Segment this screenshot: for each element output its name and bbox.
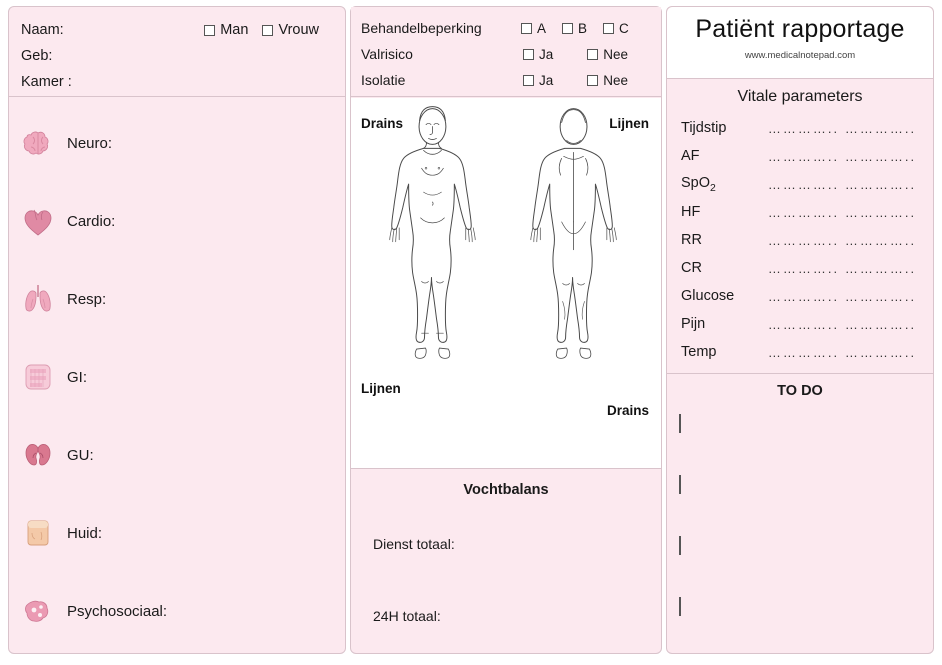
vital-row-cr[interactable] [667, 254, 933, 282]
vital-label-cr: CR [681, 260, 702, 276]
option-label-c: C [619, 20, 629, 36]
patient-name-row [21, 17, 333, 43]
middle-column [350, 6, 662, 654]
system-row-cardio[interactable] [9, 182, 345, 260]
vital-row-pijn[interactable] [667, 310, 933, 338]
fluid-balance-24h-total[interactable]: 24H totaal: [373, 608, 441, 624]
vital-row-temp[interactable] [667, 338, 933, 366]
vitals-title: Vitale parameters [737, 88, 863, 105]
vital-value-tijdstip-2[interactable]: ………….. [844, 120, 917, 136]
vital-value-temp-1[interactable]: ………….. [767, 344, 840, 360]
systems-list [9, 98, 345, 653]
option-label-valrisico-nee: Nee [603, 46, 629, 62]
option-behandelbeperking-c[interactable] [603, 21, 629, 36]
vital-value-af-2[interactable]: ………….. [844, 148, 917, 164]
lungs-icon [21, 279, 55, 319]
kidneys-icon [21, 435, 55, 475]
checkbox-isolatie-nee-icon[interactable] [587, 75, 598, 86]
checkbox-man-icon[interactable] [204, 25, 215, 36]
vital-label-spo2-sub: 2 [710, 182, 716, 194]
psychosocial-icon [21, 591, 55, 631]
vital-label-rr: RR [681, 232, 702, 248]
vital-row-tijdstip[interactable] [667, 114, 933, 142]
option-behandelbeperking-a[interactable] [521, 21, 546, 36]
fluid-balance-panel [351, 470, 661, 653]
system-row-huid[interactable] [9, 494, 345, 572]
vital-label-temp: Temp [681, 344, 717, 360]
vital-value-cr-2[interactable]: ………….. [844, 260, 917, 276]
vital-label-pijn: Pijn [681, 316, 706, 332]
todo-item-2[interactable] [667, 476, 933, 537]
checkbox-c-icon[interactable] [603, 23, 614, 34]
todo-item-3[interactable] [667, 537, 933, 598]
patient-room-label: Kamer : [21, 74, 72, 90]
brain-icon [21, 123, 55, 163]
right-column [666, 6, 934, 654]
option-behandelbeperking-b[interactable] [562, 21, 587, 36]
vital-value-pijn-2[interactable]: ………….. [844, 316, 917, 332]
checkbox-todo-4-icon[interactable] [679, 597, 681, 616]
body-tag-drains-bottom-right: Drains [606, 403, 649, 418]
system-label-cardio: Cardio: [67, 212, 116, 230]
system-label-huid: Huid: [67, 524, 103, 542]
vital-value-rr-2[interactable]: ………….. [844, 232, 917, 248]
body-diagram-panel[interactable] [351, 98, 661, 469]
vital-value-hf-1[interactable]: ………….. [767, 204, 840, 220]
restriction-label-isolatie: Isolatie [361, 72, 406, 88]
patient-room-row [21, 69, 333, 95]
checkbox-todo-2-icon[interactable] [679, 475, 681, 494]
option-isolatie-nee[interactable] [587, 73, 628, 88]
gender-option-man[interactable] [204, 22, 248, 38]
vital-value-pijn-1[interactable]: ………….. [767, 316, 840, 332]
vital-label-af: AF [681, 148, 700, 164]
vital-value-spo2-1[interactable]: ………….. [767, 176, 840, 192]
vital-row-af[interactable] [667, 142, 933, 170]
vital-label-spo2-text: SpO [681, 174, 711, 191]
system-row-gi[interactable] [9, 338, 345, 416]
patient-name-label: Naam: [21, 22, 64, 38]
vital-row-glucose[interactable] [667, 282, 933, 310]
vital-row-hf[interactable] [667, 198, 933, 226]
option-label-isolatie-nee: Nee [603, 72, 629, 88]
vital-value-tijdstip-1[interactable]: ………….. [767, 120, 840, 136]
vital-label-tijdstip: Tijdstip [681, 120, 727, 136]
system-label-gu: GU: [67, 446, 94, 464]
vital-row-spo2[interactable] [667, 170, 933, 198]
body-tag-lijnen-top-right: Lijnen [609, 116, 649, 131]
todo-item-4[interactable] [667, 598, 933, 659]
checkbox-b-icon[interactable] [562, 23, 573, 34]
restriction-row-valrisico [361, 41, 651, 67]
system-label-gi: GI: [67, 368, 88, 386]
patient-info-panel [9, 7, 345, 97]
todo-item-1[interactable] [667, 415, 933, 476]
vital-value-rr-1[interactable]: ………….. [767, 232, 840, 248]
intestine-icon [21, 357, 55, 397]
system-row-resp[interactable] [9, 260, 345, 338]
left-column [8, 6, 346, 654]
gender-option-vrouw[interactable] [262, 22, 319, 38]
vital-value-temp-2[interactable]: ………….. [844, 344, 917, 360]
checkbox-vrouw-icon[interactable] [262, 25, 273, 36]
vital-value-af-1[interactable]: ………….. [767, 148, 840, 164]
system-row-neuro[interactable] [9, 104, 345, 182]
system-label-psychosociaal: Psychosociaal: [67, 602, 168, 620]
todo-panel [667, 375, 933, 653]
body-tag-drains-top-left: Drains [361, 116, 404, 131]
gender-vrouw-label: Vrouw [278, 22, 319, 38]
fluid-balance-title: Vochtbalans [463, 482, 549, 498]
body-tag-lijnen-bottom-left: Lijnen [361, 381, 401, 396]
vital-label-hf: HF [681, 204, 701, 220]
vital-label-spo2 [681, 175, 765, 194]
vital-value-hf-2[interactable]: ………….. [844, 204, 917, 220]
patient-dob-row [21, 43, 333, 69]
checkbox-valrisico-nee-icon[interactable] [587, 49, 598, 60]
system-row-psychosociaal[interactable] [9, 572, 345, 650]
patient-dob-label: Geb: [21, 48, 53, 64]
report-header [667, 7, 933, 79]
fluid-balance-shift-total[interactable]: Dienst totaal: [373, 536, 455, 552]
human-body-outlines [351, 98, 661, 468]
restrictions-panel [351, 7, 661, 97]
option-label-b: B [578, 20, 588, 36]
option-label-a: A [537, 20, 547, 36]
option-valrisico-ja[interactable] [523, 47, 553, 62]
checkbox-isolatie-ja-icon[interactable] [523, 75, 534, 86]
checkbox-todo-3-icon[interactable] [679, 536, 681, 555]
page-subtitle: www.medicalnotepad.com [744, 50, 856, 61]
page-title: Patiënt rapportage [695, 15, 905, 43]
vital-value-glucose-1[interactable]: ………….. [767, 288, 840, 304]
checkbox-a-icon[interactable] [521, 23, 532, 34]
option-valrisico-nee[interactable] [587, 47, 628, 62]
restriction-label-behandelbeperking: Behandelbeperking [361, 20, 482, 36]
vital-value-cr-1[interactable]: ………….. [767, 260, 840, 276]
option-label-isolatie-ja: Ja [539, 72, 554, 88]
gender-man-label: Man [220, 22, 249, 38]
checkbox-todo-1-icon[interactable] [679, 414, 681, 433]
heart-icon [21, 201, 55, 241]
vitals-panel [667, 80, 933, 374]
skin-icon [21, 513, 55, 553]
checkbox-valrisico-ja-icon[interactable] [523, 49, 534, 60]
system-row-gu[interactable] [9, 416, 345, 494]
restriction-label-valrisico: Valrisico [361, 46, 413, 62]
vital-label-glucose: Glucose [681, 288, 735, 304]
vital-value-spo2-2[interactable]: ………….. [844, 176, 917, 192]
option-isolatie-ja[interactable] [523, 73, 553, 88]
system-label-resp: Resp: [67, 290, 107, 308]
vital-row-rr[interactable] [667, 226, 933, 254]
option-label-valrisico-ja: Ja [539, 46, 554, 62]
todo-title: TO DO [777, 383, 823, 399]
restriction-row-isolatie [361, 67, 651, 93]
vital-value-glucose-2[interactable]: ………….. [844, 288, 917, 304]
system-label-neuro: Neuro: [67, 134, 113, 152]
restriction-row-behandelbeperking [361, 15, 651, 41]
